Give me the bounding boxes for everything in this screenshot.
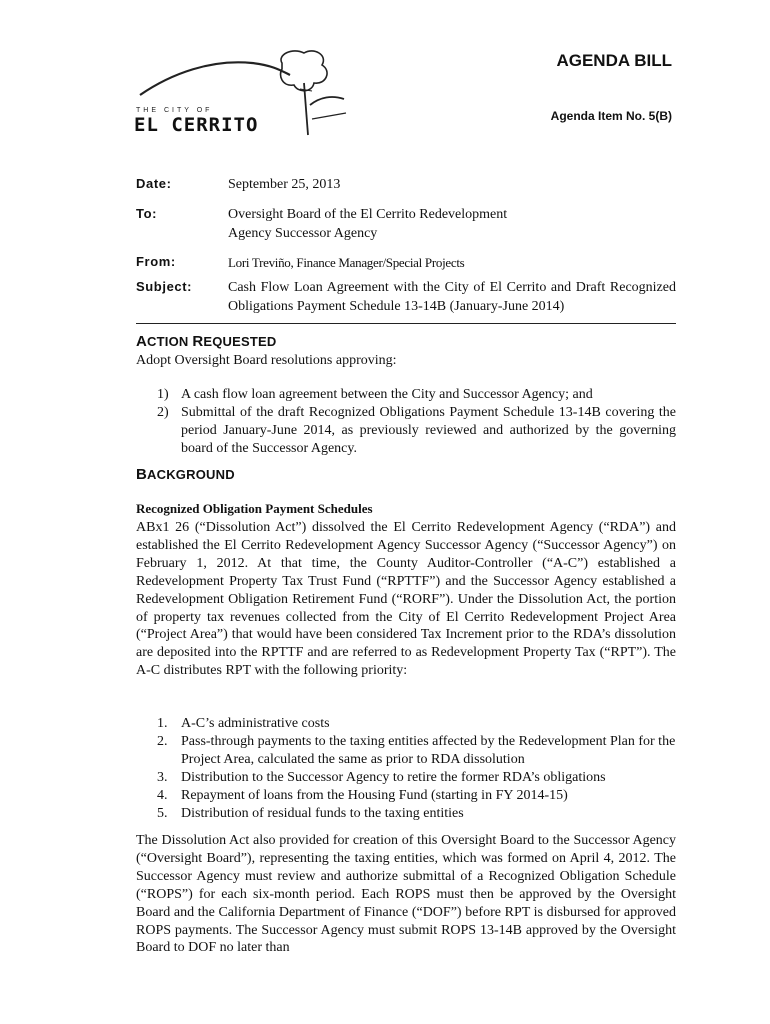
list-item: 1. A-C’s administrative costs: [157, 716, 330, 731]
action-intro: Adopt Oversight Board resolutions approving:: [136, 353, 397, 368]
to-label: To:: [136, 206, 158, 221]
list-item: 2. Pass-through payments to the taxing entities affected by the Redevelopment Plan for the Project Area, calculated the same as prior to RDA dissolution: [157, 733, 676, 767]
list-item: 4. Repayment of loans from the Housing Fund (starting in FY 2014-15): [157, 787, 568, 803]
oversight-board-paragraph: The Dissolution Act also provided for creation of this Oversight Board to the Successor Agency (“Oversight Board”), representing the taxing entities, which was formed on April 4, 2012. The Successor Agency must review and authorize submittal of a Recognized Obligation Schedule (“ROPS”) for each six-month period. Each ROPS must then be approved by the Oversight Board and the California Department of Finance (“DOF”) before RPT is disbursed for approved ROPS payments. The Successor Agency must submit ROPS 13-14B approved by the Oversight Board to DOF no later than: [136, 833, 676, 956]
action-list: [157, 386, 676, 458]
logo-city-of-text: THE CITY OF: [136, 107, 213, 114]
rops-subheading: Recognized Obligation Payment Schedules: [136, 501, 373, 516]
priority-list: [157, 715, 676, 822]
subject-value: Cash Flow Loan Agreement with the City of El Cerrito and Draft Recognized Obligations Payment Schedule 13-14B (January-June 2014): [228, 280, 676, 314]
agenda-item-number: Agenda Item No. 5(B): [550, 109, 672, 123]
background-heading: BACKGROUND: [136, 466, 235, 483]
dissolution-paragraph: ABx1 26 (“Dissolution Act”) dissolved the El Cerrito Redevelopment Agency (“RDA”) and established the El Cerrito Redevelopment Agency Successor Agency (“Successor Agency”) on February 1, 2012. At that time, the County Auditor-Controller (“A-C”) established a Redevelopment Property Tax Trust Fund (“RPTTF”) and the Successor Agency established a Redevelopment Obligation Retirement Fund (“RORF”). Under the Dissolution Act, the portion of property tax revenues collected from the City of El Cerrito Redevelopment Project Area (“Project Area”) that would have been considered Tax Increment prior to the RDA’s dissolution are deposited into the RPTTF and are referred to as Redevelopment Property Tax (“RPT”). The A-C distributes RPT with the following priority:: [136, 520, 676, 679]
date-label: Date:: [136, 176, 172, 191]
list-item: 2) Submittal of the draft Recognized Obligations Payment Schedule 13-14B covering the period January-June 2014, as previously reviewed and authorized by the governing board of the Successor Agency.: [157, 404, 676, 456]
list-item: 1) A cash flow loan agreement between the City and Successor Agency; and: [157, 387, 593, 402]
agenda-bill-title: AGENDA BILL: [556, 51, 672, 70]
to-value: Oversight Board of the El Cerrito Redevelopment Agency Successor Agency: [228, 207, 508, 241]
list-item: 5. Distribution of residual funds to the taxing entities: [157, 805, 464, 821]
date-value: September 25, 2013: [228, 177, 341, 192]
list-item: 3. Distribution to the Successor Agency to retire the former RDA’s obligations: [157, 769, 606, 785]
header-divider: [136, 323, 676, 324]
from-label: From:: [136, 254, 176, 269]
action-requested-heading: ACTION REQUESTED: [136, 333, 277, 350]
from-value: Lori Treviño, Finance Manager/Special Projects: [228, 255, 465, 270]
logo-el-cerrito-text: EL CERRITO: [134, 114, 259, 136]
subject-label: Subject:: [136, 279, 193, 294]
